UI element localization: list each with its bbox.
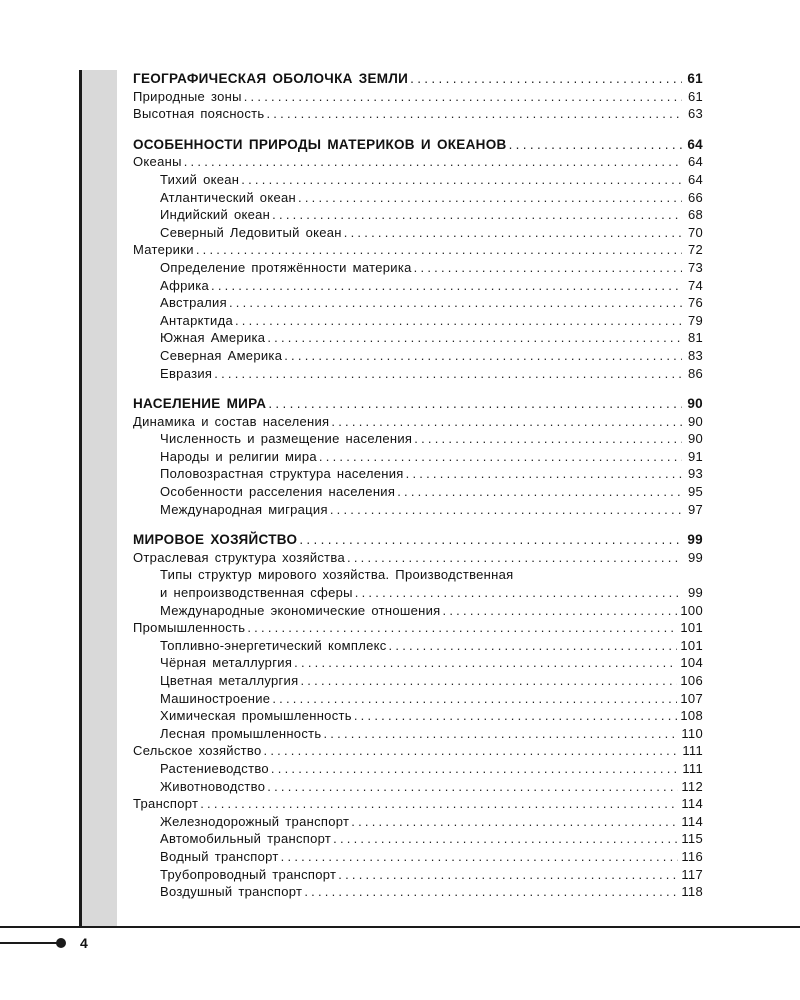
dot-leader — [304, 883, 678, 901]
toc-entry-title: Динамика и состав населения — [133, 413, 330, 429]
toc-entry[interactable] — [133, 430, 703, 448]
toc-entry[interactable] — [133, 312, 703, 330]
toc-chapter-entry[interactable] — [133, 70, 703, 88]
toc-entry-title: МИРОВОЕ ХОЗЯЙСТВО — [133, 532, 298, 548]
toc-entry-page: 73 — [687, 259, 703, 275]
toc-entry-page: 74 — [687, 277, 703, 293]
toc-entry[interactable] — [133, 189, 703, 207]
toc-entry[interactable] — [133, 88, 703, 106]
dot-leader — [347, 549, 682, 567]
toc-entry-page: 83 — [687, 347, 703, 363]
toc-entry-page: 101 — [680, 637, 703, 653]
toc-entry-title: Особенности расселения населения — [160, 484, 396, 500]
dot-leader — [331, 413, 682, 431]
toc-entry-title: ОСОБЕННОСТИ ПРИРОДЫ МАТЕРИКОВ И ОКЕАНОВ — [133, 136, 507, 152]
toc-entry[interactable] — [133, 206, 703, 224]
toc-entry-title: Африка — [160, 277, 210, 293]
dot-leader — [344, 224, 682, 242]
toc-entry[interactable] — [133, 347, 703, 365]
dot-leader — [414, 259, 682, 277]
toc-entry-page: 117 — [681, 866, 703, 882]
toc-entry-page: 93 — [687, 466, 703, 482]
toc-entry[interactable] — [133, 483, 703, 501]
dot-leader — [284, 347, 682, 365]
toc-entry-title: ГЕОГРАФИЧЕСКАЯ ОБОЛОЧКА ЗЕМЛИ — [133, 71, 409, 86]
dot-leader — [267, 778, 678, 796]
toc-entry-page: 61 — [687, 71, 703, 86]
toc-chapter-entry[interactable] — [133, 136, 703, 154]
toc-entry-page: 100 — [680, 602, 703, 618]
toc-entry-title: Трубопроводный транспорт — [160, 866, 337, 882]
toc-entry-page: 76 — [687, 295, 703, 311]
dot-leader — [338, 866, 678, 884]
toc-entry-title: Химическая промышленность — [160, 708, 352, 724]
toc-entry[interactable] — [133, 224, 703, 242]
dot-leader — [281, 848, 679, 866]
dot-leader — [241, 171, 682, 189]
toc-entry-title: Цветная металлургия — [160, 673, 299, 688]
toc-entry[interactable] — [133, 294, 703, 312]
toc-entry-page: 118 — [681, 884, 703, 900]
toc-entry-page: 61 — [687, 88, 703, 104]
toc-entry-page: 63 — [687, 106, 703, 122]
toc-entry-title: Автомобильный транспорт — [160, 831, 332, 847]
dot-leader — [244, 88, 682, 106]
toc-chapter-entry[interactable] — [133, 531, 703, 549]
toc-entry-page: 115 — [681, 831, 703, 847]
toc-entry-title: Океаны — [133, 154, 182, 170]
toc-entry[interactable] — [133, 672, 703, 690]
toc-chapter-entry[interactable] — [133, 395, 703, 413]
toc-entry-title: Международная миграция — [160, 501, 328, 517]
toc-entry-title: Северная Америка — [160, 347, 283, 363]
toc-section — [133, 531, 703, 900]
dot-leader — [333, 830, 678, 848]
toc-entry-page: 104 — [680, 655, 703, 671]
toc-entry[interactable] — [133, 584, 703, 602]
toc-entry-page: 101 — [680, 620, 703, 636]
dot-leader — [414, 430, 682, 448]
page-marker — [0, 934, 120, 954]
toc-entry-title: и непроизводственная сферы — [160, 585, 353, 601]
dot-leader — [247, 619, 677, 637]
dot-leader — [354, 707, 678, 725]
toc-entry[interactable] — [133, 760, 703, 778]
toc-entry-title: Природные зоны — [133, 88, 242, 104]
table-of-contents — [133, 70, 703, 914]
toc-entry-page: 72 — [687, 242, 703, 258]
toc-entry-page: 91 — [687, 448, 703, 464]
toc-entry-title: Транспорт — [133, 796, 199, 812]
toc-entry-title: Индийский океан — [160, 207, 271, 223]
dot-leader — [214, 365, 682, 383]
toc-entry[interactable] — [133, 813, 703, 831]
toc-entry[interactable] — [133, 707, 703, 725]
toc-section — [133, 395, 703, 518]
dot-leader — [397, 483, 682, 501]
toc-entry[interactable] — [133, 830, 703, 848]
dot-leader — [319, 448, 682, 466]
toc-entry-page: 99 — [687, 532, 703, 548]
toc-entry[interactable] — [133, 602, 703, 620]
toc-entry-title: Высотная поясность — [133, 106, 265, 122]
dot-leader — [355, 584, 682, 602]
toc-entry[interactable] — [133, 549, 703, 567]
toc-entry-page: 108 — [680, 708, 703, 724]
toc-entry-title: Народы и религии мира — [160, 448, 317, 464]
toc-entry-page: 86 — [687, 365, 703, 381]
dot-leader — [196, 241, 682, 259]
toc-entry[interactable] — [133, 413, 703, 431]
toc-entry-page: 64 — [687, 154, 703, 170]
toc-entry[interactable] — [133, 883, 703, 901]
toc-entry[interactable] — [133, 241, 703, 259]
toc-entry-title: Австралия — [160, 295, 227, 311]
dot-leader — [443, 602, 678, 620]
dot-leader — [389, 637, 678, 655]
dot-leader — [266, 105, 682, 123]
footer-rule — [0, 926, 800, 928]
toc-entry[interactable] — [133, 866, 703, 884]
margin-gray-band — [80, 70, 117, 928]
dot-leader — [264, 742, 680, 760]
toc-entry[interactable] — [133, 501, 703, 519]
toc-entry-title: Тихий океан — [160, 171, 240, 187]
toc-entry-page: 68 — [687, 207, 703, 223]
toc-entry-title: Южная Америка — [160, 330, 266, 346]
dot-leader — [294, 654, 677, 672]
toc-entry-page: 70 — [687, 224, 703, 240]
dot-leader — [298, 189, 682, 207]
toc-entry-title: Воздушный транспорт — [160, 884, 303, 900]
toc-entry-title: Машиностроение — [160, 690, 271, 706]
toc-entry-page: 99 — [687, 549, 703, 565]
toc-entry-page: 97 — [687, 501, 703, 517]
toc-entry[interactable] — [133, 566, 703, 584]
toc-entry-page: 106 — [680, 673, 703, 688]
toc-entry-page: 114 — [681, 796, 703, 812]
toc-entry[interactable] — [133, 259, 703, 277]
toc-section — [133, 70, 703, 123]
toc-entry-title: Чёрная металлургия — [160, 655, 293, 671]
dot-leader — [300, 672, 677, 690]
dot-leader — [330, 501, 682, 519]
toc-entry-title: Водный транспорт — [160, 848, 279, 864]
toc-entry-title: Численность и размещение населения — [160, 431, 413, 447]
dot-leader — [272, 206, 682, 224]
toc-entry-page: 99 — [687, 585, 703, 601]
dot-leader — [299, 531, 682, 549]
toc-entry-title: Животноводство — [160, 778, 266, 794]
margin-rule — [79, 70, 82, 928]
toc-entry[interactable] — [133, 690, 703, 708]
toc-entry-title: Сельское хозяйство — [133, 743, 262, 759]
toc-entry-title: Половозрастная структура населения — [160, 466, 404, 482]
toc-section — [133, 136, 703, 382]
dot-leader — [406, 465, 682, 483]
dot-leader — [410, 70, 682, 88]
toc-entry-page: 81 — [687, 330, 703, 346]
toc-entry[interactable] — [133, 637, 703, 655]
toc-entry-page: 112 — [681, 778, 703, 794]
toc-entry[interactable] — [133, 153, 703, 171]
toc-entry-title: Железнодорожный транспорт — [160, 813, 350, 829]
toc-entry-title: Отраслевая структура хозяйства — [133, 549, 346, 565]
toc-entry[interactable] — [133, 105, 703, 123]
toc-entry-title: Антарктида — [160, 312, 233, 328]
toc-entry-title: Определение протяжённости материка — [160, 259, 412, 275]
page-number: 4 — [80, 935, 88, 951]
toc-entry-page: 90 — [687, 396, 703, 412]
toc-entry-title: Евразия — [160, 365, 213, 381]
toc-entry[interactable] — [133, 619, 703, 637]
toc-entry[interactable] — [133, 848, 703, 866]
toc-entry-title: Материки — [133, 242, 194, 258]
dot-leader — [229, 294, 682, 312]
toc-entry[interactable] — [133, 742, 703, 760]
toc-entry-page: 90 — [687, 413, 703, 429]
toc-entry-page: 64 — [687, 171, 703, 187]
toc-entry-title: Международные экономические отношения — [160, 602, 441, 618]
dot-leader — [211, 277, 682, 295]
toc-entry-title: Топливно-энергетический комплекс — [160, 637, 387, 653]
toc-entry[interactable] — [133, 725, 703, 743]
toc-entry-page: 66 — [687, 189, 703, 205]
toc-entry-title: Промышленность — [133, 620, 246, 636]
dot-leader — [268, 395, 682, 413]
dot-leader — [267, 329, 682, 347]
dot-leader — [272, 690, 677, 708]
toc-entry[interactable] — [133, 654, 703, 672]
toc-entry-page: 90 — [687, 431, 703, 447]
page-marker-line — [0, 942, 58, 944]
toc-entry-title: Северный Ледовитый океан — [160, 224, 342, 240]
toc-entry[interactable] — [133, 329, 703, 347]
dot-leader — [235, 312, 682, 330]
dot-leader — [200, 795, 678, 813]
toc-entry[interactable] — [133, 778, 703, 796]
toc-entry-title: Растениеводство — [160, 760, 269, 776]
toc-entry-page: 116 — [681, 848, 703, 864]
toc-entry-title: НАСЕЛЕНИЕ МИРА — [133, 396, 267, 412]
toc-entry[interactable] — [133, 448, 703, 466]
dot-leader — [323, 725, 678, 743]
toc-entry-page: 79 — [687, 312, 703, 328]
toc-entry[interactable] — [133, 277, 703, 295]
toc-entry[interactable] — [133, 795, 703, 813]
toc-entry-page: 111 — [682, 760, 703, 776]
toc-entry-page: 111 — [682, 743, 703, 759]
toc-entry[interactable] — [133, 365, 703, 383]
toc-entry-page: 95 — [687, 484, 703, 500]
toc-entry-page: 110 — [681, 725, 703, 741]
dot-leader — [184, 153, 682, 171]
toc-entry[interactable] — [133, 465, 703, 483]
toc-entry-page: 107 — [680, 690, 703, 706]
toc-entry-title: Лесная промышленность — [160, 725, 322, 741]
dot-leader — [351, 813, 678, 831]
page-marker-dot — [56, 938, 66, 948]
toc-entry-page: 64 — [687, 136, 703, 152]
dot-leader — [271, 760, 679, 778]
toc-entry-page: 114 — [681, 813, 703, 829]
toc-entry[interactable] — [133, 171, 703, 189]
toc-entry-title: Типы структур мирового хозяйства. Производственная — [160, 567, 514, 583]
dot-leader — [509, 136, 682, 154]
toc-entry-title: Атлантический океан — [160, 189, 296, 205]
